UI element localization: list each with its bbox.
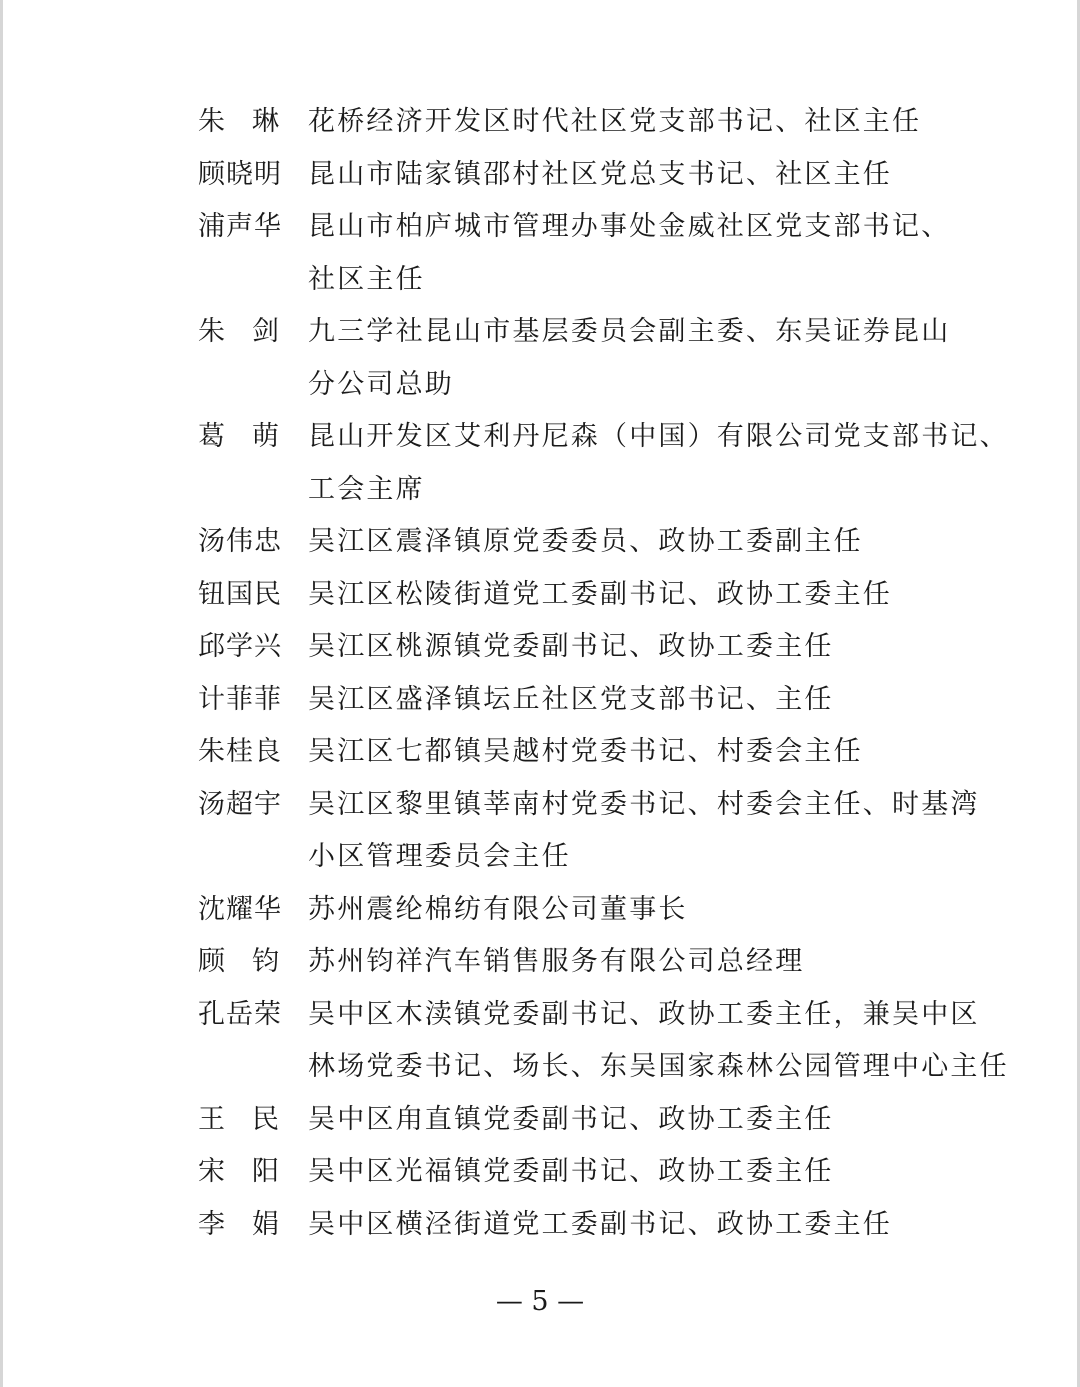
member-title	[308, 201, 951, 306]
member-title-line: 昆山开发区艾利丹尼森（中国）有限公司党支部书记、	[308, 421, 1009, 452]
member-title	[308, 1146, 948, 1199]
member-name: 孔岳荣	[198, 998, 282, 1030]
member-name: 葛 萌	[198, 421, 279, 452]
member-title-line: 吴中区甪直镇党委副书记、政协工委主任	[308, 1103, 834, 1135]
member-name: 李 娟	[198, 1208, 279, 1240]
member-title-line: 吴中区木渎镇党委副书记、政协工委主任，兼吴中区	[308, 998, 980, 1030]
member-name: 钮国民	[198, 578, 282, 610]
member-title-line: 吴江区松陵街道党工委副书记、政协工委主任	[308, 578, 892, 610]
member-name: 顾 钧	[198, 946, 279, 977]
member-title	[308, 779, 980, 884]
list-item	[198, 1199, 958, 1252]
list-item	[198, 201, 958, 306]
member-name: 计菲菲	[198, 683, 282, 715]
member-name: 沈耀华	[198, 893, 282, 925]
member-name: 王 民	[198, 1103, 279, 1135]
member-title-line: 花桥经济开发区时代社区党支部书记、社区主任	[308, 106, 922, 137]
member-title	[308, 989, 1009, 1094]
member-name: 顾晓明	[198, 158, 282, 190]
member-name: 汤超宇	[198, 788, 282, 820]
list-item	[198, 674, 958, 727]
member-name: 汤伟忠	[198, 526, 282, 557]
member-title-line: 吴江区黎里镇莘南村党委书记、村委会主任、时基湾	[308, 788, 980, 820]
member-title	[308, 411, 1009, 516]
member-title-line: 昆山市陆家镇邵村社区党总支书记、社区主任	[308, 158, 892, 190]
list-item	[198, 411, 1009, 516]
member-name: 宋 阳	[198, 1156, 279, 1187]
list-item	[198, 779, 980, 884]
list-item	[198, 726, 958, 779]
list-item	[198, 1146, 958, 1199]
member-name: 浦声华	[198, 211, 282, 242]
member-title-line: 吴江区七都镇吴越村党委书记、村委会主任	[308, 736, 863, 767]
page-edge-left	[0, 0, 3, 1387]
member-name: 朱桂良	[198, 736, 282, 767]
member-title	[308, 96, 948, 149]
member-name: 朱 剑	[198, 316, 279, 347]
member-title-line: 吴江区震泽镇原党委委员、政协工委副主任	[308, 526, 863, 557]
member-title	[308, 884, 948, 937]
member-title-line: 昆山市柏庐城市管理办事处金威社区党支部书记、	[308, 211, 951, 242]
member-title	[308, 936, 948, 989]
member-title-line: 九三学社昆山市基层委员会副主委、东吴证券昆山	[308, 316, 951, 347]
member-title	[308, 1199, 948, 1252]
member-title	[308, 726, 948, 779]
list-item	[198, 936, 958, 989]
list-item	[198, 569, 958, 622]
member-title	[308, 516, 948, 569]
member-title	[308, 674, 948, 727]
member-title-line: 吴江区盛泽镇坛丘社区党支部书记、主任	[308, 683, 834, 715]
member-title	[308, 1094, 948, 1147]
list-item	[198, 516, 958, 569]
member-title	[308, 569, 948, 622]
member-title	[308, 621, 948, 674]
list-item	[198, 149, 958, 202]
page-number: — 5 —	[495, 1286, 585, 1317]
member-title	[308, 149, 948, 202]
member-title-line: 林场党委书记、场长、东吴国家森林公园管理中心主任	[308, 1051, 1009, 1082]
list-item	[198, 989, 1009, 1094]
list-item	[198, 1094, 958, 1147]
member-title	[308, 306, 951, 411]
member-title-line: 吴江区桃源镇党委副书记、政协工委主任	[308, 631, 834, 662]
member-title-line: 苏州震纶棉纺有限公司董事长	[308, 893, 688, 925]
list-item	[198, 884, 958, 937]
member-name: 朱 琳	[198, 106, 279, 137]
list-item	[198, 621, 958, 674]
member-title-line: 吴中区横泾街道党工委副书记、政协工委主任	[308, 1208, 892, 1240]
member-title-line: 苏州钧祥汽车销售服务有限公司总经理	[308, 946, 805, 977]
list-item	[198, 96, 958, 149]
member-name: 邱学兴	[198, 631, 282, 662]
member-title-line: 小区管理委员会主任	[308, 841, 571, 872]
member-list	[198, 96, 1009, 1251]
member-title-line: 分公司总助	[308, 368, 454, 400]
list-item	[198, 306, 958, 411]
member-title-line: 社区主任	[308, 263, 425, 295]
member-title-line: 工会主席	[308, 473, 425, 505]
member-title-line: 吴中区光福镇党委副书记、政协工委主任	[308, 1156, 834, 1187]
